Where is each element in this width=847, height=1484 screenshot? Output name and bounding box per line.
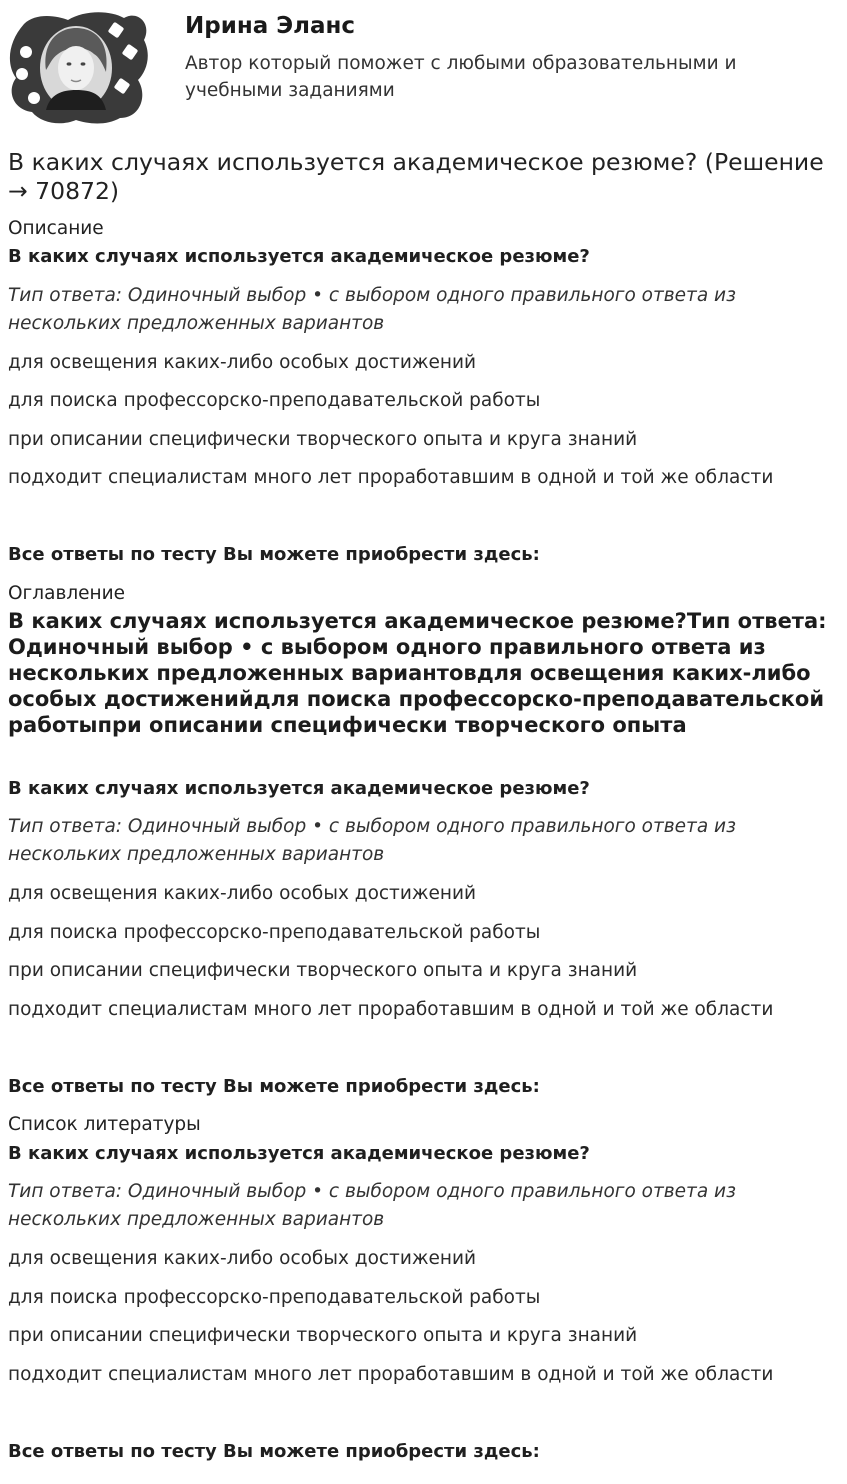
answer-option: подходит специалистам много лет проработавшим в одной и той же области xyxy=(8,1364,774,1385)
buy-answers-text: Все ответы по тесту Вы можете приобрести здесь: xyxy=(8,1076,540,1097)
author-name[interactable]: Ирина Эланс xyxy=(185,13,356,39)
answer-option: для поиска профессорско-преподавательской работы xyxy=(8,390,541,411)
page-title: В каких случаях используется академическое резюме? (Решение → 70872) xyxy=(8,148,824,205)
author-avatar[interactable] xyxy=(6,6,152,128)
answer-option: при описании специфически творческого опыта и круга знаний xyxy=(8,429,638,450)
answer-type: Тип ответа: Одиночный выбор • с выбором одного правильного ответа из нескольких предложенных вариантов xyxy=(8,285,736,334)
toc-summary: В каких случаях используется академическое резюме?Тип ответа: Одиночный выбор • с выбором одного правильного ответа из нескольких предложенных вариантовдля освещения каких-либо особых достиженийдля поиска профессорско-преподавательской работыпри описании специфически творческого опыта xyxy=(8,609,827,737)
answer-type: Тип ответа: Одиночный выбор • с выбором одного правильного ответа из нескольких предложенных вариантов xyxy=(8,816,736,865)
answer-option: для освещения каких-либо особых достижений xyxy=(8,352,477,373)
answer-option: для поиска профессорско-преподавательской работы xyxy=(8,922,541,943)
answer-option: при описании специфически творческого опыта и круга знаний xyxy=(8,960,638,981)
section-label-description: Описание xyxy=(8,218,104,239)
question-title: В каких случаях используется академическое резюме? xyxy=(8,246,590,267)
answer-option: подходит специалистам много лет проработавшим в одной и той же области xyxy=(8,467,774,488)
answer-type: Тип ответа: Одиночный выбор • с выбором одного правильного ответа из нескольких предложенных вариантов xyxy=(8,1181,736,1230)
section-label-references: Список литературы xyxy=(8,1114,201,1135)
answer-option: при описании специфически творческого опыта и круга знаний xyxy=(8,1325,638,1346)
question-title: В каких случаях используется академическое резюме? xyxy=(8,778,590,799)
answer-option: для освещения каких-либо особых достижений xyxy=(8,1248,477,1269)
section-label-toc: Оглавление xyxy=(8,583,126,604)
buy-answers-text: Все ответы по тесту Вы можете приобрести здесь: xyxy=(8,544,540,565)
answer-option: для освещения каких-либо особых достижений xyxy=(8,883,477,904)
question-title: В каких случаях используется академическое резюме? xyxy=(8,1143,590,1164)
buy-answers-text: Все ответы по тесту Вы можете приобрести здесь: xyxy=(8,1441,540,1462)
author-header xyxy=(0,0,847,130)
author-description: Автор который поможет с любыми образовательными и учебными заданиями xyxy=(185,53,737,101)
answer-option: для поиска профессорско-преподавательской работы xyxy=(8,1287,541,1308)
answer-option: подходит специалистам много лет проработавшим в одной и той же области xyxy=(8,999,774,1020)
